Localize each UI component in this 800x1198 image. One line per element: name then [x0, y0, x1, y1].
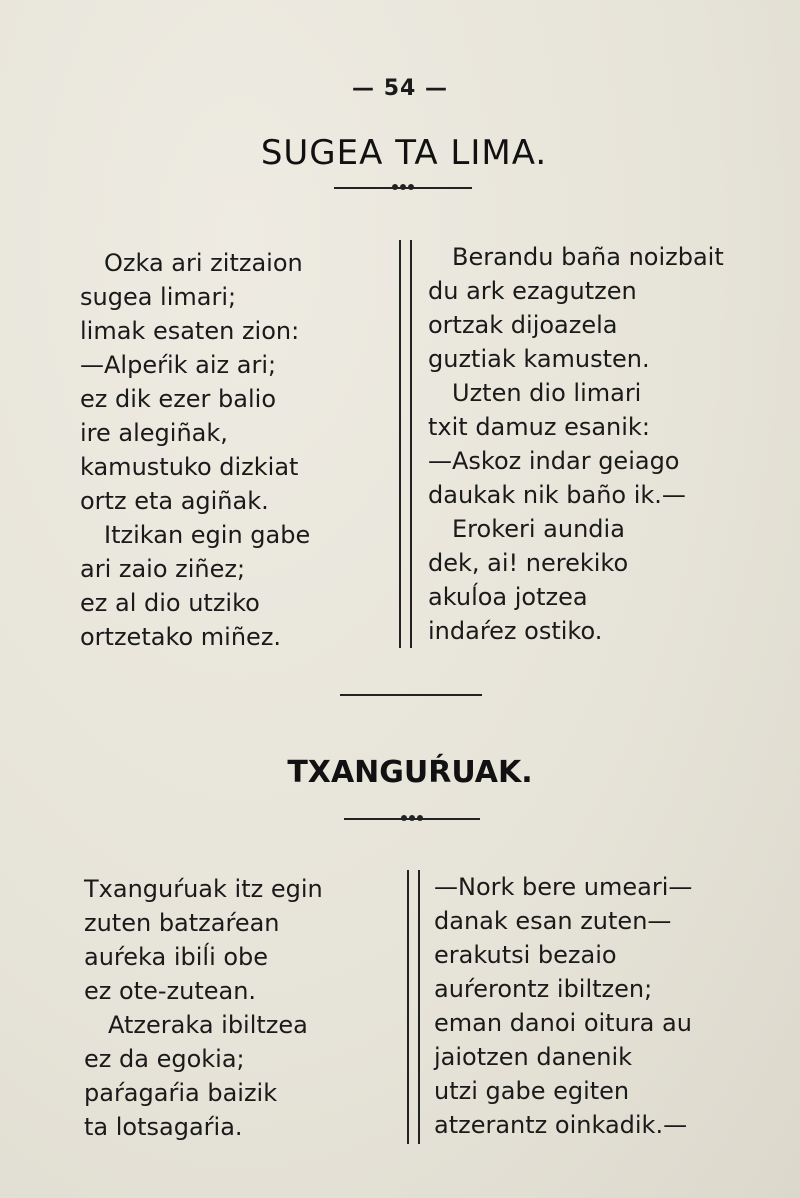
poem-column-right	[434, 870, 692, 1142]
verse-line: Berandu baña noizbait	[452, 243, 724, 271]
section-title-sugea-ta-lima: SUGEA TA LIMA.	[260, 133, 548, 173]
verse-line: du ark ezagutzen	[428, 277, 637, 305]
section-separator-rule	[340, 694, 482, 696]
verse-line: kamustuko dizkiat	[80, 453, 299, 481]
verse-line: Atzeraka ibiltzea	[108, 1011, 308, 1039]
verse-line: ta lotsagaŕia.	[84, 1113, 243, 1141]
verse-line: utzi gabe egiten	[434, 1077, 630, 1105]
verse-line: ez ote-zutean.	[84, 977, 257, 1005]
verse-line: auŕeka ibiĺi obe	[84, 943, 269, 971]
verse-line: Uzten dio limari	[452, 379, 642, 407]
verse-line: ortz eta agiñak.	[80, 487, 269, 515]
verse-line: ez da egokia;	[84, 1045, 245, 1073]
poem-column-left	[84, 872, 323, 1144]
verse-line: akuĺoa jotzea	[428, 583, 588, 611]
verse-line: indaŕez ostiko.	[428, 617, 603, 645]
column-divider	[407, 870, 420, 1144]
column-divider	[399, 240, 412, 648]
poem-column-left	[80, 246, 310, 654]
poem-column-right	[428, 240, 724, 648]
verse-line: sugea limari;	[80, 283, 237, 311]
verse-line: ez al dio utziko	[80, 589, 260, 617]
verse-line: —Askoz indar geiago	[428, 447, 680, 475]
verse-line: ire alegiñak,	[80, 419, 228, 447]
verse-line: ortzak dijoazela	[428, 311, 618, 339]
verse-line: paŕagaŕia baizik	[84, 1079, 278, 1107]
verse-line: txit damuz esanik:	[428, 413, 650, 441]
verse-line: ortzetako miñez.	[80, 623, 282, 651]
verse-line: Txanguŕuak itz egin	[84, 875, 323, 903]
verse-line: erakutsi bezaio	[434, 941, 617, 969]
verse-line: eman danoi oitura au	[434, 1009, 692, 1037]
verse-line: limak esaten zion:	[80, 317, 300, 345]
verse-line: daukak nik baño ik.—	[428, 481, 686, 509]
verse-line: —Alpeŕik aiz ari;	[80, 351, 277, 379]
verse-line: jaiotzen danenik	[434, 1043, 633, 1071]
page-number: — 54 —	[352, 76, 448, 101]
title-ornament	[344, 818, 480, 820]
verse-line: Erokeri aundia	[452, 515, 625, 543]
title-ornament	[334, 187, 472, 189]
verse-line: Ozka ari zitzaion	[104, 249, 303, 277]
verse-line: dek, ai! nerekiko	[428, 549, 629, 577]
verse-line: atzerantz oinkadik.—	[434, 1111, 688, 1139]
verse-line: guztiak kamusten.	[428, 345, 650, 373]
verse-line: danak esan zuten—	[434, 907, 672, 935]
verse-line: ari zaio ziñez;	[80, 555, 246, 583]
verse-line: Itzikan egin gabe	[104, 521, 311, 549]
verse-line: ez dik ezer balio	[80, 385, 277, 413]
verse-line: zuten batzaŕean	[84, 909, 280, 937]
section-title-txanguruak: TXANGUŔUAK.	[287, 755, 533, 790]
verse-line: auŕerontz ibiltzen;	[434, 975, 653, 1003]
verse-line: —Nork bere umeari—	[434, 873, 693, 901]
